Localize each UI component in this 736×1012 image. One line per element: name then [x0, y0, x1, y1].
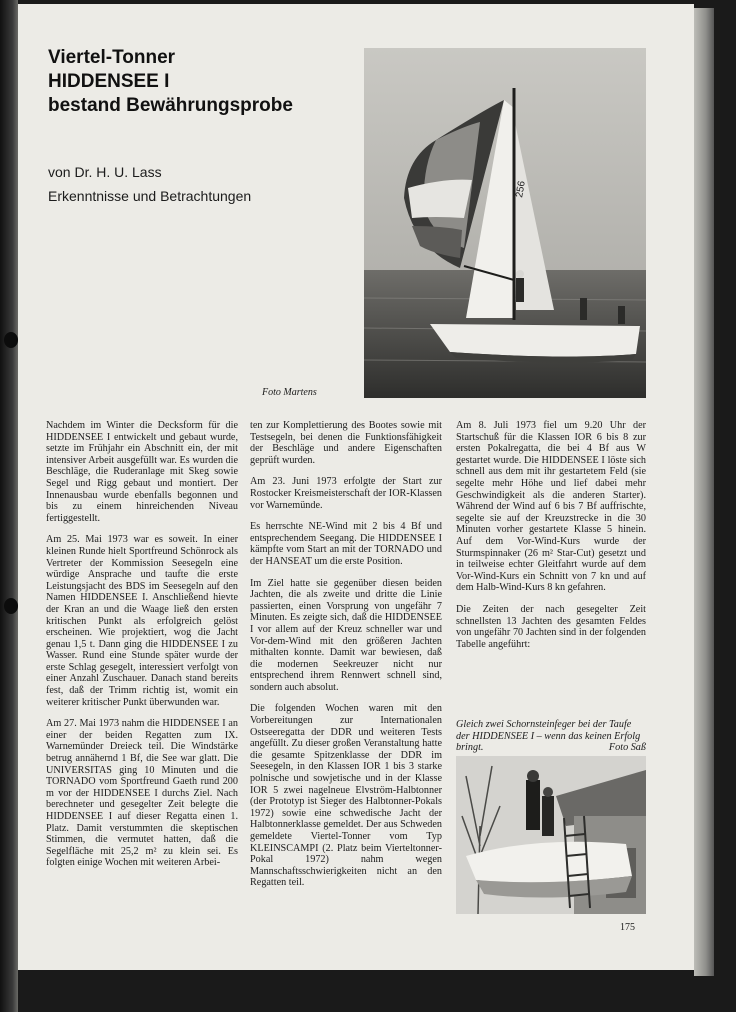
christening-photo: [456, 756, 646, 914]
sailboat-photo: [364, 48, 646, 398]
binding-hole: [4, 598, 18, 614]
page-number: 175: [620, 922, 635, 933]
photo-credit: Foto Martens: [262, 387, 317, 398]
paragraph: Die Zeiten der nach gesegelter Zeit schnellsten 13 Jachten des gesamten Feldes von ungefähr 70 Jachten sind in der folgenden Tabelle angeführt:: [456, 603, 646, 650]
title-line: bestand Bewährungsprobe: [48, 95, 293, 116]
binding-hole: [4, 332, 18, 348]
article-title: [48, 46, 368, 118]
text-column-2: [250, 420, 442, 899]
paragraph: Nachdem im Winter die Decksform für die HIDDENSEE I entwickelt und gebaut wurde, setzte im Frühjahr ein Abschnitt ein, der mit intensiver Arbeit ausgefüllt war. Es wurden die Beschläge, die Ruderanlage mit Skeg sowie Segel und Rigg gebaut und montiert. Der Innenausbau wurde ebenfalls begonnen und bis zu einem hinreichenden Niveau fertiggestellt.: [46, 420, 238, 524]
text-column-1: [46, 420, 238, 879]
title-line: Viertel-Tonner: [48, 47, 176, 68]
sail-number: 256: [514, 180, 528, 199]
text-column-3: [456, 420, 646, 660]
title-line: HIDDENSEE I: [48, 71, 170, 92]
photo-caption: [456, 719, 646, 754]
article-subtitle: Erkenntnisse und Betrachtungen: [48, 188, 252, 204]
book-binding: [0, 0, 18, 1012]
paragraph: Die folgenden Wochen waren mit den Vorbereitungen zur Internationalen Ostseeregatta der DDR und weiteren Tests angefüllt. Zu dieser großen Veranstaltung hatte die gesamte Spitzenklasse der DDR im Seesegeln, in den Klassen IOR 1 bis 3 starke polnische und sowjetische und in der Klasse IOR 5 zwei nagelneue Elvström-Halbtonner (der Prototyp ist Sieger des Halbtonner-Pokals 1972) sowie eine schwedische Jacht der Halbtonnerklasse gemeldet. Der aus Schweden gemeldete Viertel-Tonner vom Typ KLEINSCAMPI (2. Platz beim Vierteltonner-Pokal 1972) nahm wegen Mannschaftsschwierigkeiten nicht an den Regatten teil.: [250, 703, 442, 889]
paragraph: Am 8. Juli 1973 fiel um 9.20 Uhr der Startschuß für die Klassen IOR 6 bis 8 zur ersten Pokalregatta, die bei 4 Bf aus W gestartet wurde. Die HIDDENSEE I löste sich schnell aus dem mit ihr gestartetem Feld (sie segelte mehr Höhe und lief dabei mehr Geschwindigkeit als die anderen Starter). Während der Wind auf 6 bis 7 Bf auffrischte, segelte sie auf der Kreuzstrecke in die 30 Minuten vorher gestartete Klasse 5 hinein. Auf dem Vor-Wind-Kurs wurde der Sturmspinnaker (26 m² Star-Cut) gesetzt und in teilweise echter Gleitfahrt wurde auf dem Vor-Wind-Kurs ein Schnitt von 7 kn und auf dem Halb-Wind-Kurs 8 kn gefahren.: [456, 420, 646, 594]
paragraph: Am 25. Mai 1973 war es soweit. In einer kleinen Runde hielt Sportfreund Schönrock als Vertreter der Kommission Seesegeln eine würdige Ansprache und taufte die erste Leistungsjacht des BDS im Seesegeln auf den Namen HIDDENSEE I. Anschließend hievte der Kran an und die Waage ließ den ersten kritischen Punkt als erfolgreich gelöst erscheinen. Wie projektiert, wog die Jacht genau 1,5 t. Dann ging die HIDDENSEE I zu Wasser. Rund eine Stunde später wurde der erste Schlag gesegelt, interessiert verfolgt von einer Anzahl Zuschauer. Danach stand bereits fest, daß der Trimm richtig ist, womit ein weiterer kritischer Punkt überwunden war.: [46, 534, 238, 708]
caption-text: Gleich zwei Schornsteinfeger bei der Taufe der HIDDENSEE I – wenn das keinen Erfolg bringt.: [456, 719, 641, 754]
paragraph: Es herrschte NE-Wind mit 2 bis 4 Bf und entsprechendem Seegang. Die HIDDENSEE I kämpfte vom Start an mit der TORNADO und der HANSEAT um die erste Position.: [250, 521, 442, 567]
page-edge: [694, 8, 714, 976]
photo-credit: Foto Saß: [608, 742, 646, 754]
paragraph: Am 23. Juni 1973 erfolgte der Start zur Rostocker Kreismeisterschaft der IOR-Klassen vor Warnemünde.: [250, 476, 442, 511]
author-byline: von Dr. H. U. Lass: [48, 164, 162, 180]
magazine-page: [18, 4, 694, 970]
paragraph: ten zur Komplettierung des Bootes sowie mit Testsegeln, bei denen die Funktionsfähigkeit der Beschläge und andere Eigenschaften geprüft wurden.: [250, 420, 442, 466]
paragraph: Im Ziel hatte sie gegenüber diesen beiden Jachten, die als zweite und dritte die Linie passierten, einen Vorsprung von ungefähr 7 Minuten. Es zeigte sich, daß die HIDDENSEE I vor allem auf der Kreuz schneller war und Vor-dem-Wind mit den größeren Jachten mithalten konnte. Damit war bewiesen, daß die modernen Seekreuzer nicht nur entsprechend ihrem Rennwert schnell sind, sondern auch absolut.: [250, 577, 442, 693]
paragraph: Am 27. Mai 1973 nahm die HIDDENSEE I an einer der beiden Regatten zum IX. Warnemünder Dreieck teil. Die Windstärke betrug annähernd 1 Bf, die See war glatt. Die UNIVERSITAS ging 10 Minuten und die TORNADO vom Sportfreund Gaeth rund 200 m vor der HIDDENSEE I durchs Ziel. Nach berechneter und gesegelter Zeit belegte die HIDDENSEE I auf dieser Regatta einen 1. Platz. Damit verstummten die skeptischen Stimmen, die vermutet hatten, daß die Segelfläche mit 25,2 m² zu klein sei. Es folgten einige Wochen mit weiteren Arbei-: [46, 718, 238, 869]
